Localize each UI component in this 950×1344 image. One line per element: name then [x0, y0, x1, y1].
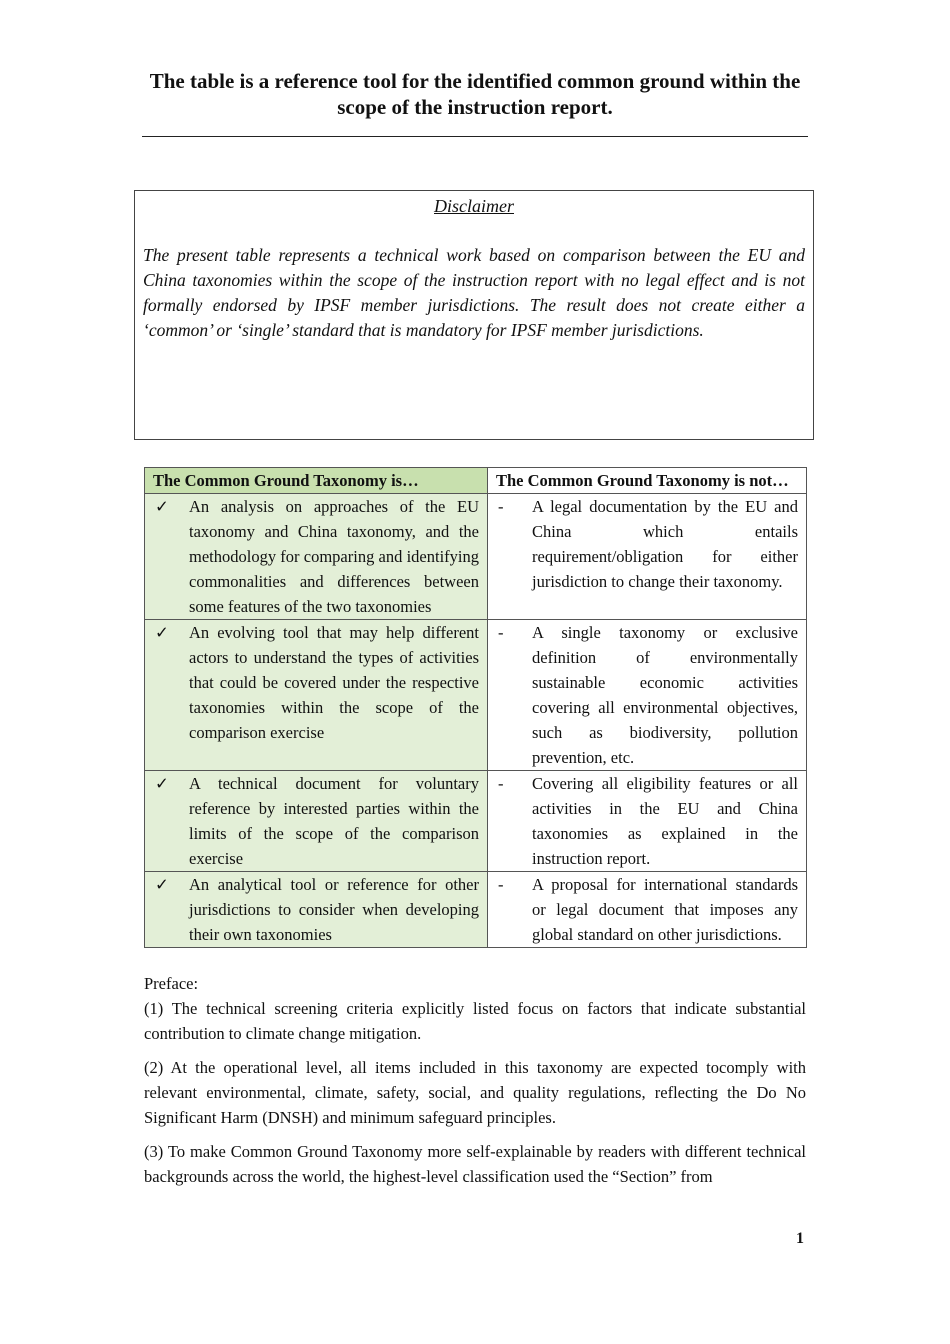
is-not-text: A single taxonomy or exclusive definition of environmentally sustainable economic activities covering all environmental objectives, such as biodiversity, pollution prevention, etc.: [532, 623, 798, 767]
table-row: [145, 620, 807, 771]
header-is-not: The Common Ground Taxonomy is not…: [488, 468, 807, 494]
dash-marker: -: [498, 774, 504, 793]
is-cell: [145, 494, 488, 620]
is-not-text: Covering all eligibility features or all activities in the EU and China taxonomies as explained in the instruction report.: [532, 774, 798, 868]
preface-item: (1) The technical screening criteria explicitly listed focus on factors that indicate substantial contribution to climate change mitigation.: [144, 999, 806, 1043]
disclaimer-box: [134, 190, 814, 440]
is-text: A technical document for voluntary reference by interested parties within the limits of the scope of the comparison exercise: [189, 774, 479, 868]
table-row: [145, 771, 807, 872]
is-cell: [145, 771, 488, 872]
checkmark-icon: ✓: [155, 875, 169, 894]
disclaimer-heading: Disclaimer: [434, 196, 514, 216]
is-not-cell: [488, 771, 807, 872]
is-text: An analytical tool or reference for other jurisdictions to consider when developing their own taxonomies: [189, 875, 479, 944]
is-not-cell: [488, 620, 807, 771]
is-not-text: A proposal for international standards or legal document that imposes any global standard on other jurisdictions.: [532, 875, 798, 944]
dash-marker: -: [498, 497, 504, 516]
preface-item: (2) At the operational level, all items included in this taxonomy are expected tocomply with relevant environmental, climate, safety, social, and quality regulations, reflecting the Do No Significant Harm (DNSH) and minimum safeguard principles.: [144, 1058, 806, 1127]
common-ground-table: [144, 467, 807, 948]
table-row: [145, 872, 807, 948]
is-cell: [145, 620, 488, 771]
preface-item: (3) To make Common Ground Taxonomy more self-explainable by readers with different technical backgrounds across the world, the highest-level classification used the “Section” from: [144, 1142, 806, 1186]
page-number: 1: [796, 1230, 804, 1247]
header-is: The Common Ground Taxonomy is…: [145, 468, 488, 494]
is-cell: [145, 872, 488, 948]
title-divider: [142, 136, 808, 137]
disclaimer-text: The present table represents a technical work based on comparison between the EU and China taxonomies within the scope of the instruction report with no legal effect and is not formally endorsed by IPSF member jurisdictions. The result does not create either a ‘common’ or ‘single’ standard that is mandatory for IPSF member jurisdictions.: [143, 245, 805, 340]
checkmark-icon: ✓: [155, 774, 169, 793]
is-text: An analysis on approaches of the EU taxonomy and China taxonomy, and the methodology for comparing and identifying commonalities and differences between some features of the two taxonomies: [189, 497, 479, 616]
checkmark-icon: ✓: [155, 623, 169, 642]
checkmark-icon: ✓: [155, 497, 169, 516]
is-not-text: A legal documentation by the EU and China which entails requirement/obligation for either jurisdiction to change their taxonomy.: [532, 497, 798, 591]
preface-section: [144, 971, 806, 1198]
is-not-cell: [488, 494, 807, 620]
preface-label: Preface:: [144, 974, 199, 993]
table-row: [145, 494, 807, 620]
page-title: The table is a reference tool for the identified common ground within the scope of the instruction report.: [149, 69, 801, 119]
is-text: An evolving tool that may help different actors to understand the types of activities that could be covered under the respective taxonomies within the scope of the comparison exercise: [189, 623, 479, 742]
is-not-cell: [488, 872, 807, 948]
dash-marker: -: [498, 875, 504, 894]
dash-marker: -: [498, 623, 504, 642]
table-header-row: [145, 468, 807, 494]
